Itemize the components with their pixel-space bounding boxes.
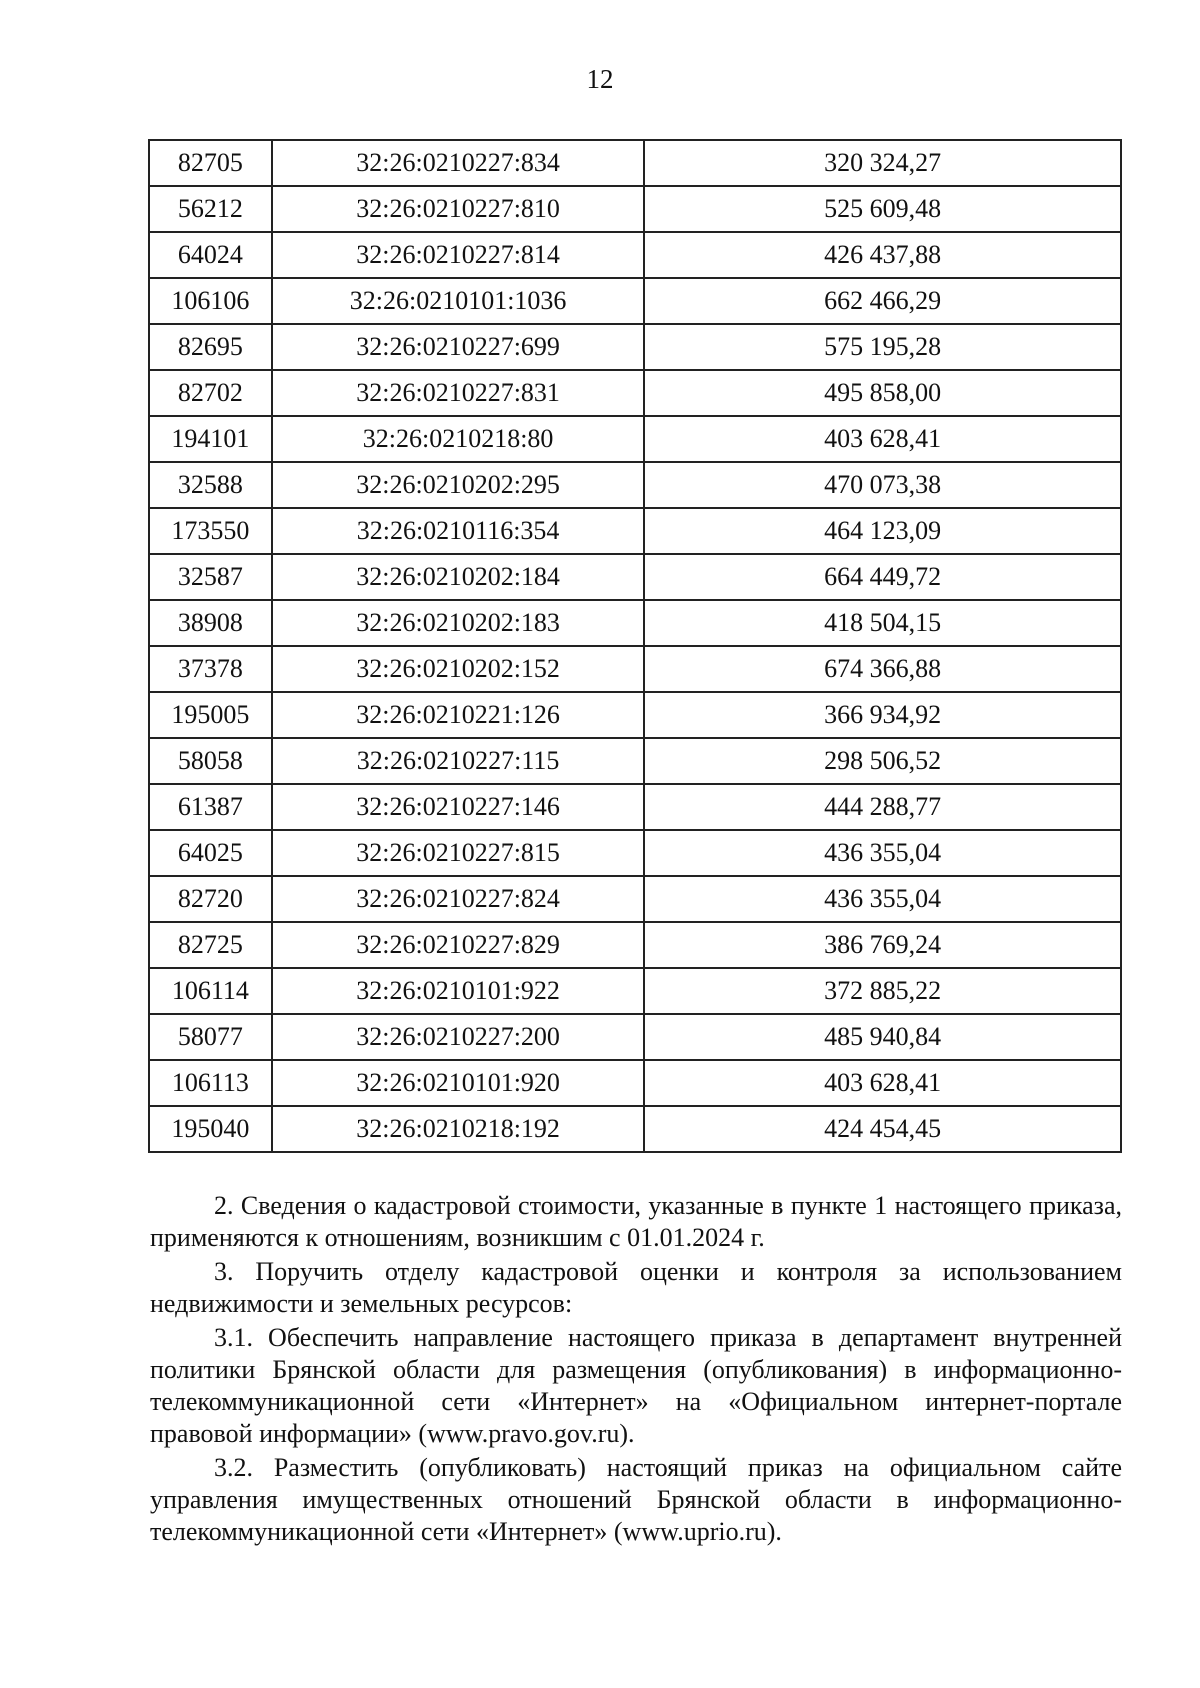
table-row — [149, 186, 1121, 232]
cadastral-value-cell: 386 769,24 — [644, 922, 1121, 968]
table-row — [149, 554, 1121, 600]
cadastral-number-cell: 32:26:0210227:810 — [272, 186, 644, 232]
cadastral-number-cell: 32:26:0210218:80 — [272, 416, 644, 462]
cadastral-value-cell: 403 628,41 — [644, 416, 1121, 462]
cadastral-number-cell: 32:26:0210227:834 — [272, 140, 644, 186]
record-number-cell: 106113 — [149, 1060, 272, 1106]
cadastral-value-cell: 662 466,29 — [644, 278, 1121, 324]
record-number-cell: 64025 — [149, 830, 272, 876]
table-row — [149, 784, 1121, 830]
table-row — [149, 922, 1121, 968]
table-row — [149, 278, 1121, 324]
cadastral-number-cell: 32:26:0210202:152 — [272, 646, 644, 692]
cadastral-number-cell: 32:26:0210101:1036 — [272, 278, 644, 324]
cadastral-value-cell: 674 366,88 — [644, 646, 1121, 692]
record-number-cell: 82702 — [149, 370, 272, 416]
paragraph-3: 3. Поручить отделу кадастровой оценки и контроля за использованием недвижимости и земельных ресурсов: — [150, 1257, 1122, 1318]
paragraph-2: 2. Сведения о кадастровой стоимости, указанные в пункте 1 настоящего приказа, применяются к отношениям, возникшим с 01.01.2024 г. — [150, 1191, 1122, 1252]
table-row — [149, 232, 1121, 278]
record-number-cell: 82725 — [149, 922, 272, 968]
record-number-cell: 32588 — [149, 462, 272, 508]
cadastral-number-cell: 32:26:0210116:354 — [272, 508, 644, 554]
cadastral-value-cell: 366 934,92 — [644, 692, 1121, 738]
cadastral-value-cell: 575 195,28 — [644, 324, 1121, 370]
record-number-cell: 194101 — [149, 416, 272, 462]
table-row — [149, 830, 1121, 876]
record-number-cell: 82695 — [149, 324, 272, 370]
cadastral-value-cell: 485 940,84 — [644, 1014, 1121, 1060]
cadastral-value-cell: 436 355,04 — [644, 876, 1121, 922]
table-row — [149, 140, 1121, 186]
record-number-cell: 173550 — [149, 508, 272, 554]
cadastral-number-cell: 32:26:0210101:922 — [272, 968, 644, 1014]
table-row — [149, 876, 1121, 922]
record-number-cell: 37378 — [149, 646, 272, 692]
cadastral-value-cell: 426 437,88 — [644, 232, 1121, 278]
record-number-cell: 195005 — [149, 692, 272, 738]
cadastral-value-cell: 403 628,41 — [644, 1060, 1121, 1106]
page-number: 12 — [586, 64, 614, 94]
table-body — [149, 140, 1121, 1152]
table-row — [149, 370, 1121, 416]
cadastral-value-cell: 320 324,27 — [644, 140, 1121, 186]
cadastral-number-cell: 32:26:0210227:115 — [272, 738, 644, 784]
cadastral-value-table — [148, 139, 1122, 1153]
record-number-cell: 82705 — [149, 140, 272, 186]
record-number-cell: 38908 — [149, 600, 272, 646]
cadastral-value-cell: 444 288,77 — [644, 784, 1121, 830]
cadastral-number-cell: 32:26:0210227:831 — [272, 370, 644, 416]
table-row — [149, 462, 1121, 508]
table-row — [149, 1106, 1121, 1152]
cadastral-value-cell: 495 858,00 — [644, 370, 1121, 416]
cadastral-number-cell: 32:26:0210227:829 — [272, 922, 644, 968]
table-row — [149, 600, 1121, 646]
record-number-cell: 195040 — [149, 1106, 272, 1152]
cadastral-value-cell: 418 504,15 — [644, 600, 1121, 646]
cadastral-number-cell: 32:26:0210227:146 — [272, 784, 644, 830]
order-text — [150, 1190, 1122, 1550]
cadastral-number-cell: 32:26:0210227:699 — [272, 324, 644, 370]
record-number-cell: 64024 — [149, 232, 272, 278]
cadastral-number-cell: 32:26:0210227:824 — [272, 876, 644, 922]
table-row — [149, 692, 1121, 738]
table-row — [149, 646, 1121, 692]
cadastral-number-cell: 32:26:0210227:814 — [272, 232, 644, 278]
table-row — [149, 324, 1121, 370]
record-number-cell: 106106 — [149, 278, 272, 324]
record-number-cell: 61387 — [149, 784, 272, 830]
cadastral-value-cell: 464 123,09 — [644, 508, 1121, 554]
cadastral-value-cell: 470 073,38 — [644, 462, 1121, 508]
record-number-cell: 58077 — [149, 1014, 272, 1060]
cadastral-number-cell: 32:26:0210101:920 — [272, 1060, 644, 1106]
table-row — [149, 1014, 1121, 1060]
table-row — [149, 738, 1121, 784]
table-row — [149, 508, 1121, 554]
cadastral-number-cell: 32:26:0210227:815 — [272, 830, 644, 876]
paragraph-3-1: 3.1. Обеспечить направление настоящего приказа в департамент внутренней политики Брянской области для размещения (опубликования) в информационно-телекоммуникационной сети «Интернет» на «Официальном интернет-портале правовой информации» (www.pravo.gov.ru). — [150, 1323, 1122, 1448]
cadastral-number-cell: 32:26:0210202:183 — [272, 600, 644, 646]
table-row — [149, 968, 1121, 1014]
cadastral-value-cell: 664 449,72 — [644, 554, 1121, 600]
cadastral-value-cell: 436 355,04 — [644, 830, 1121, 876]
table-row — [149, 1060, 1121, 1106]
cadastral-number-cell: 32:26:0210202:295 — [272, 462, 644, 508]
cadastral-number-cell: 32:26:0210227:200 — [272, 1014, 644, 1060]
table-row — [149, 416, 1121, 462]
cadastral-number-cell: 32:26:0210202:184 — [272, 554, 644, 600]
cadastral-value-cell: 424 454,45 — [644, 1106, 1121, 1152]
cadastral-value-cell: 372 885,22 — [644, 968, 1121, 1014]
record-number-cell: 56212 — [149, 186, 272, 232]
cadastral-number-cell: 32:26:0210218:192 — [272, 1106, 644, 1152]
cadastral-value-cell: 298 506,52 — [644, 738, 1121, 784]
paragraph-3-2: 3.2. Разместить (опубликовать) настоящий приказ на официальном сайте управления имущественных отношений Брянской области в информационно-телекоммуникационной сети «Интернет» (www.uprio.ru). — [150, 1453, 1122, 1546]
record-number-cell: 58058 — [149, 738, 272, 784]
record-number-cell: 32587 — [149, 554, 272, 600]
cadastral-number-cell: 32:26:0210221:126 — [272, 692, 644, 738]
cadastral-value-cell: 525 609,48 — [644, 186, 1121, 232]
record-number-cell: 106114 — [149, 968, 272, 1014]
record-number-cell: 82720 — [149, 876, 272, 922]
